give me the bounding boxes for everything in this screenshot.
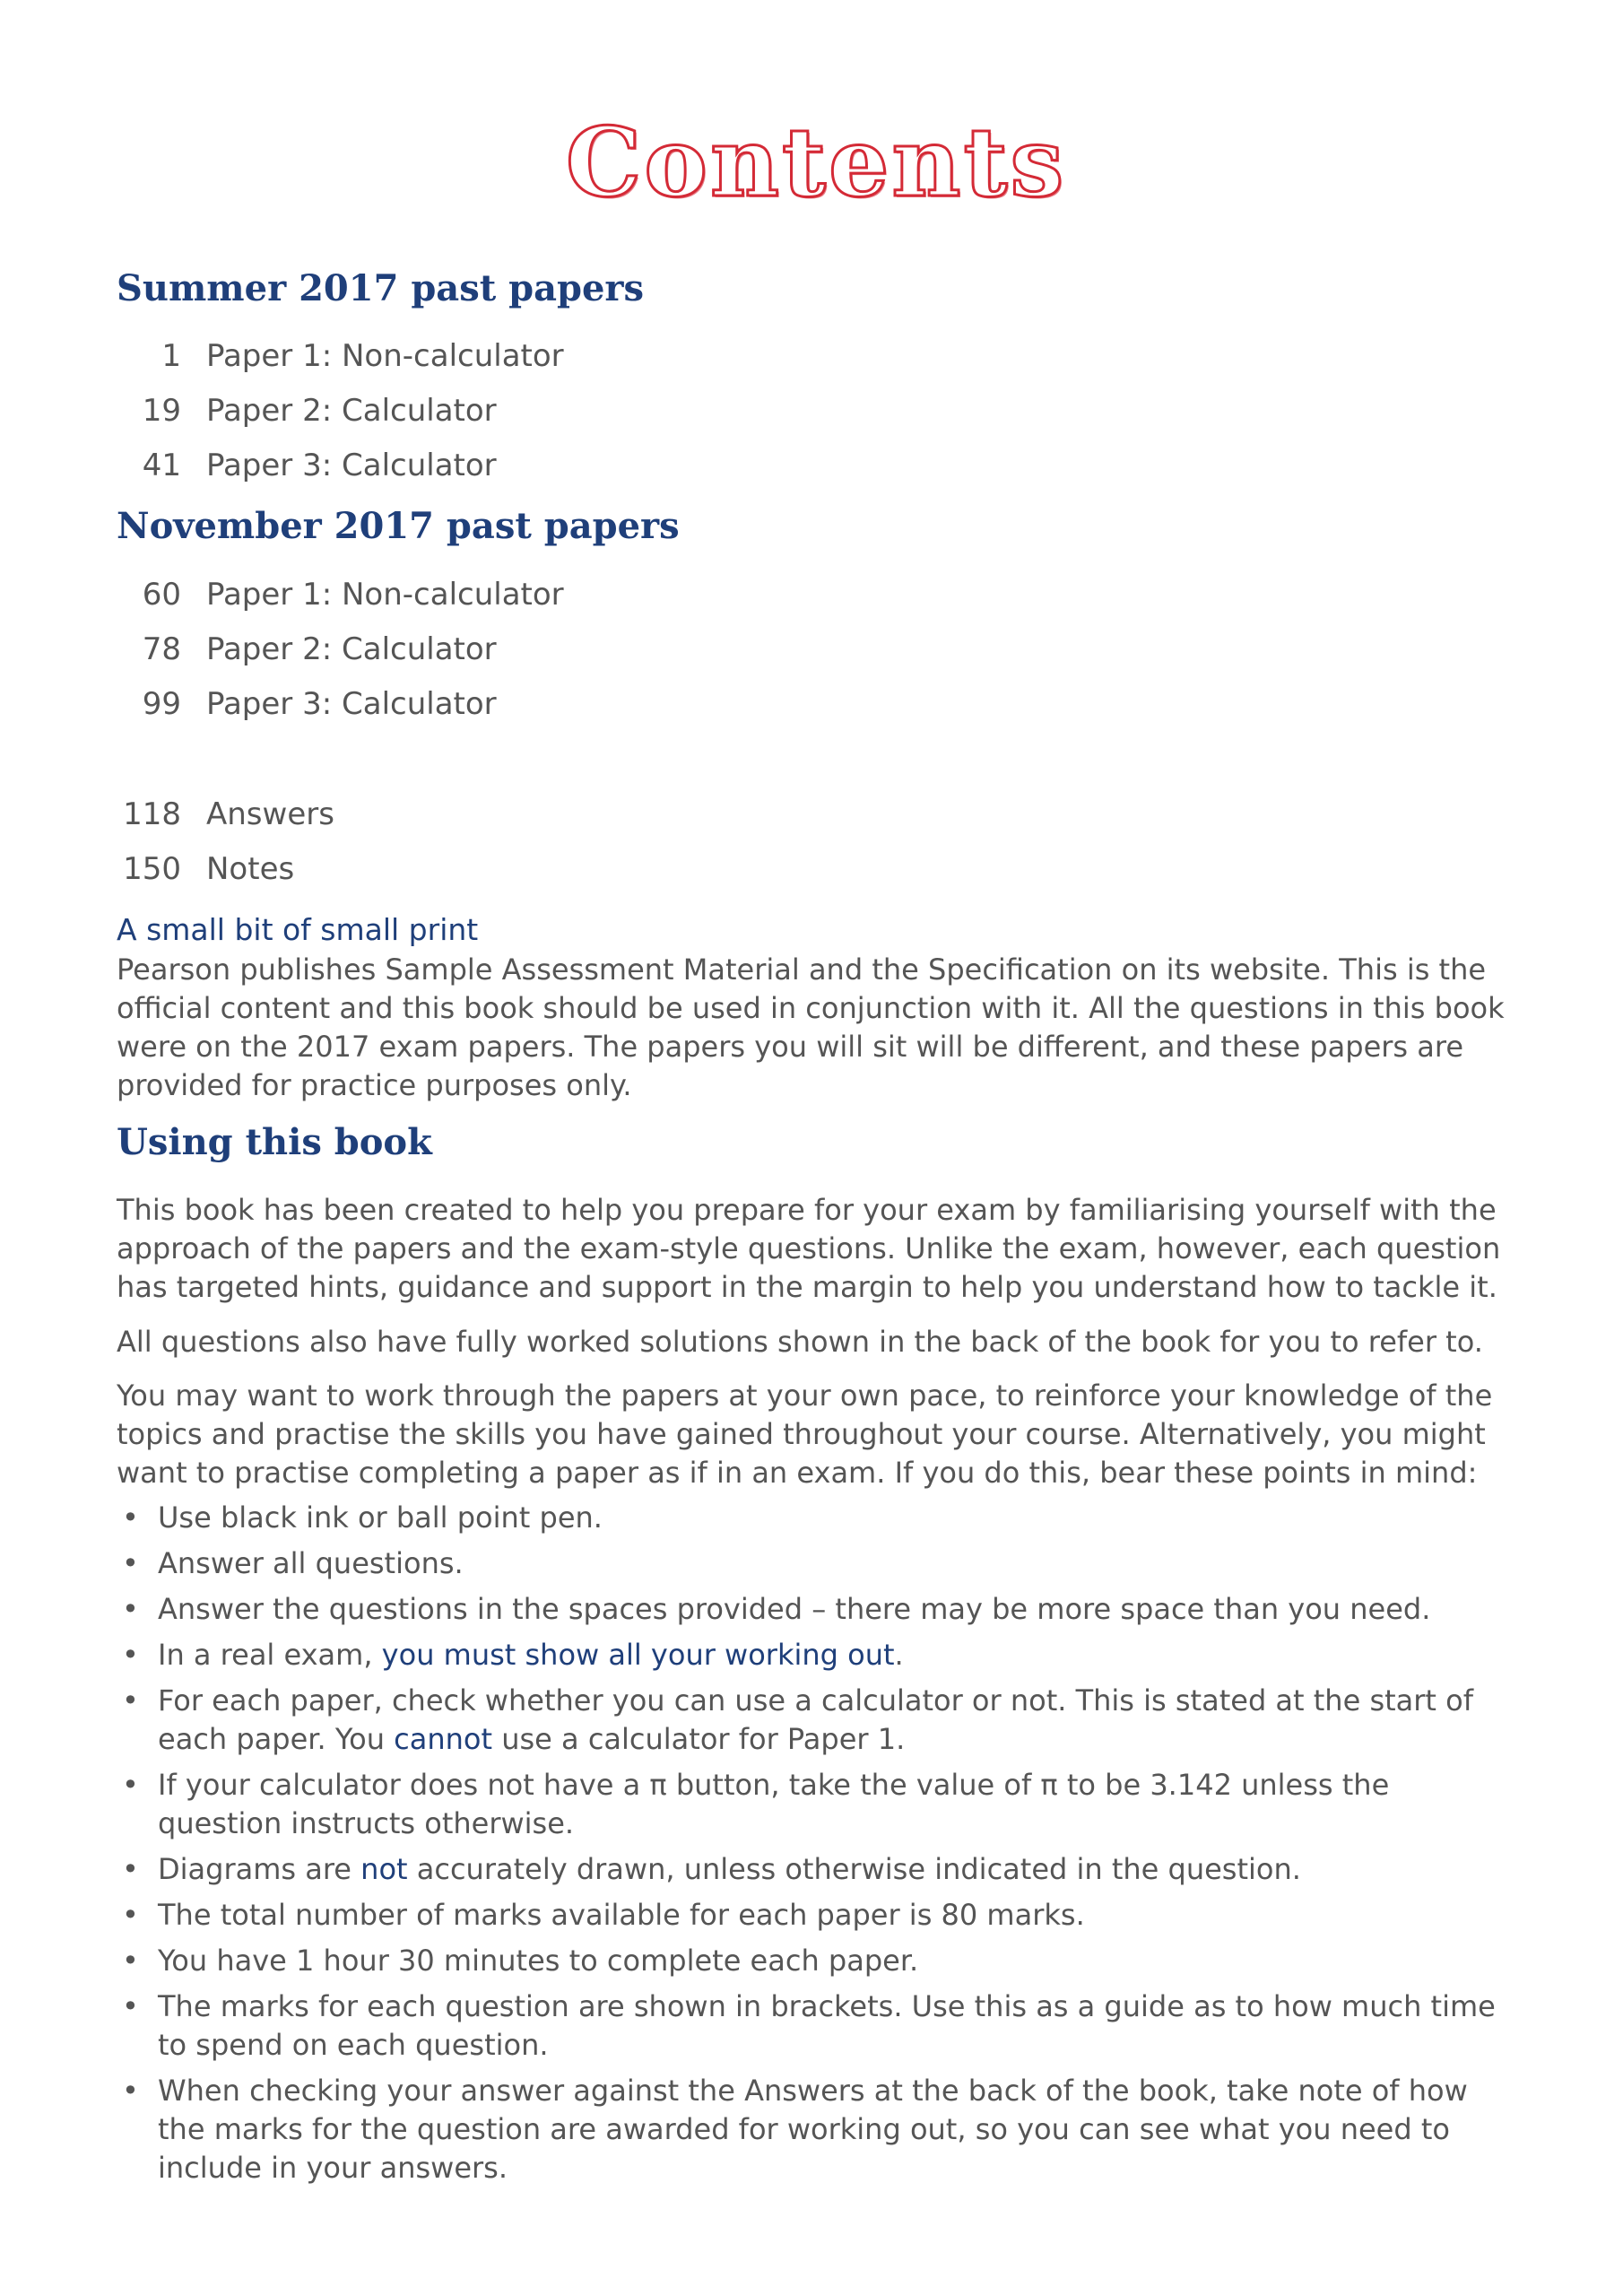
bullet-icon: • xyxy=(122,1852,139,1886)
list-item: • When checking your answer against the Answers at the back of the book, take note of how the marks for the question are awarded for working out, so you can see what you need to include in your answers. xyxy=(122,2074,1468,2185)
list-item: • Answer all questions. xyxy=(117,1544,1515,1583)
toc-page-number: 19 xyxy=(142,393,181,429)
emphasis-text: you must show all your working out xyxy=(381,1638,895,1672)
list-item: • Diagrams are not accurately drawn, unless otherwise indicated in the question. xyxy=(117,1850,1515,1889)
toc-page-number: 118 xyxy=(123,796,181,832)
bullet-icon: • xyxy=(122,1546,139,1580)
list-item: • If your calculator does not have a π button, take the value of π to be 3.142 unless the question instructs otherwise. xyxy=(122,1768,1390,1840)
toc-label: Paper 2: Calculator xyxy=(206,393,497,429)
toc-page-number: 78 xyxy=(142,631,181,667)
section-heading-november-2017: November 2017 past papers xyxy=(117,505,680,547)
toc-page-number: 41 xyxy=(142,448,181,483)
toc-label: Paper 1: Non-calculator xyxy=(206,577,564,613)
section-heading-using-this-book: Using this book xyxy=(117,1121,432,1163)
section-heading-summer-2017: Summer 2017 past papers xyxy=(117,267,645,309)
list-item: • Use black ink or ball point pen. xyxy=(117,1499,1515,1537)
list-item: • Answer the questions in the spaces provided – there may be more space than you need. xyxy=(117,1590,1515,1629)
bullet-icon: • xyxy=(122,1768,139,1802)
toc-page-number: 99 xyxy=(142,686,181,722)
practice-paragraph: You may want to work through the papers at your own pace, to reinforce your knowledge of the topics and practise the skills you have gained throughout your course. Alternatively, you might want to practise completing a paper as if in an exam. If you do this, bear these points in mind: xyxy=(117,1378,1493,1490)
small-print-heading: A small bit of small print xyxy=(117,912,479,947)
bullet-icon: • xyxy=(122,1592,139,1626)
list-item: • The marks for each question are shown in brackets. Use this as a guide as to how much time to spend on each question. xyxy=(122,1989,1496,2062)
bullet-icon: • xyxy=(122,1898,139,1932)
bullet-icon: • xyxy=(122,1944,139,1978)
intro-paragraph: This book has been created to help you prepare for your exam by familiarising yourself with the approach of the papers and the exam-style questions. Unlike the exam, however, each question has targeted hints, guidance and support in the margin to help you understand how to tackle it. xyxy=(117,1193,1501,1304)
list-item: • For each paper, check whether you can use a calculator or not. This is stated at the start of each paper. You cannot use a calculator for Paper 1. xyxy=(122,1683,1473,1756)
toc-page-number: 60 xyxy=(142,577,181,613)
toc-label: Paper 3: Calculator xyxy=(206,448,497,483)
toc-label: Notes xyxy=(206,851,295,887)
bullet-icon: • xyxy=(122,1989,139,2023)
bullet-icon: • xyxy=(122,1683,139,1718)
solutions-paragraph: All questions also have fully worked solutions shown in the back of the book for you to refer to. xyxy=(117,1325,1483,1359)
toc-label: Paper 2: Calculator xyxy=(206,631,497,667)
list-item: • In a real exam, you must show all your working out. xyxy=(117,1636,1515,1674)
toc-label: Paper 3: Calculator xyxy=(206,686,497,722)
list-item: • You have 1 hour 30 minutes to complete each paper. xyxy=(117,1942,1515,1980)
bullet-icon: • xyxy=(122,2074,139,2108)
toc-page-number: 1 xyxy=(161,338,181,374)
list-item: • The total number of marks available for each paper is 80 marks. xyxy=(117,1896,1515,1935)
bullet-icon: • xyxy=(122,1638,139,1672)
toc-label: Paper 1: Non-calculator xyxy=(206,338,564,374)
toc-page-number: 150 xyxy=(123,851,181,887)
emphasis-text: cannot xyxy=(394,1722,493,1756)
toc-label: Answers xyxy=(206,796,334,832)
bullet-icon: • xyxy=(122,1500,139,1535)
emphasis-text: not xyxy=(360,1852,408,1886)
page-title: Contents xyxy=(565,106,1067,218)
tips-list xyxy=(117,1499,1515,2195)
small-print-text: Pearson publishes Sample Assessment Material and the Specification on its website. This is the official content and this book should be used in conjunction with it. All the questions in this book were on the 2017 exam papers. The papers you will sit will be different, and these papers are provided for practice purposes only. xyxy=(117,952,1505,1102)
